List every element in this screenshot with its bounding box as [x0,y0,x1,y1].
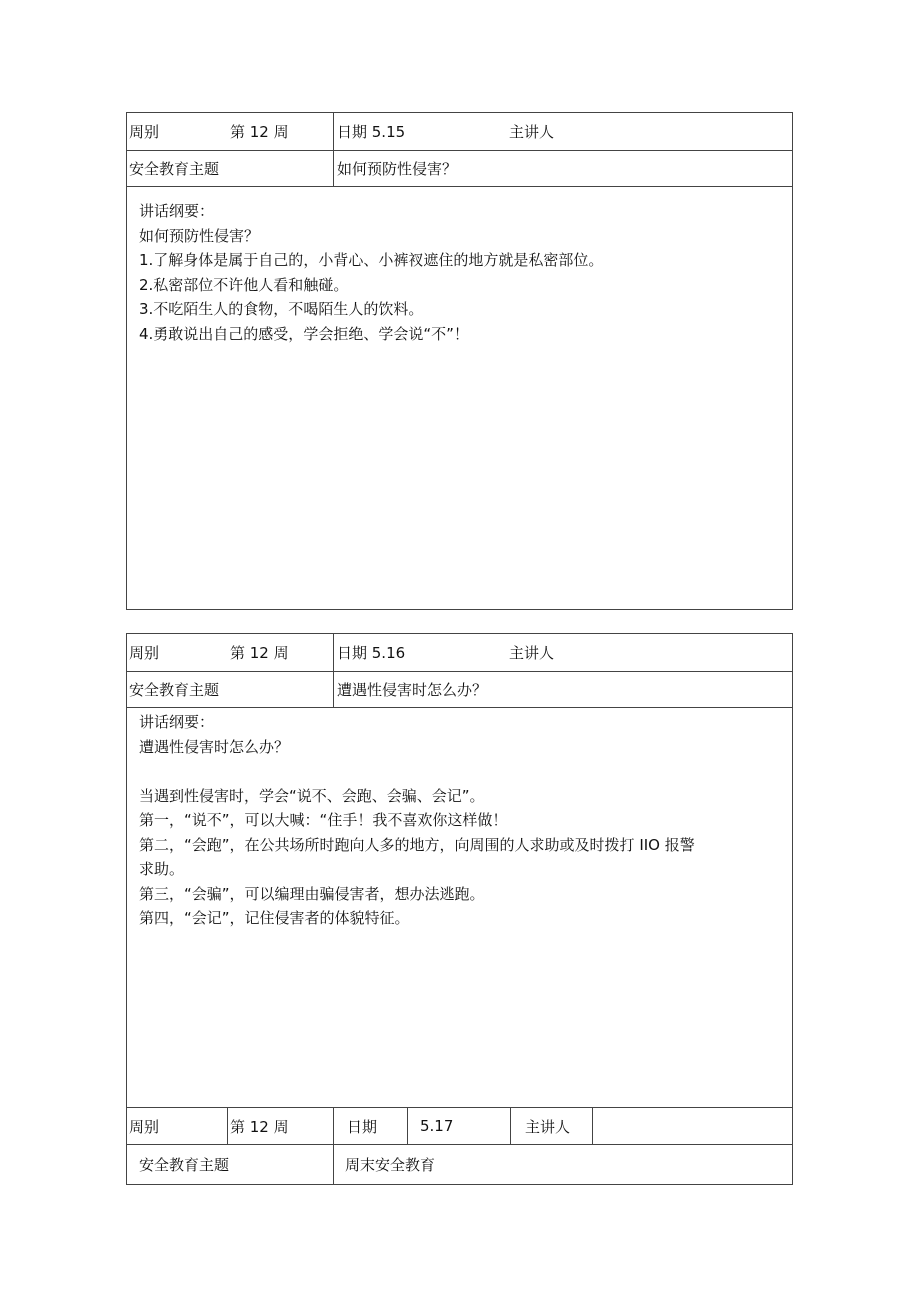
divider [407,1108,408,1144]
outline-line: 第四，“会记”，记住侵害者的体貌特征。 [139,909,410,927]
outline-cell [127,187,792,346]
topic-label: 安全教育主题 [129,681,220,699]
divider [333,634,334,671]
speaker-label: 主讲人 [509,644,555,662]
week-label: 周别 [129,1117,160,1136]
date-label: 日期 5.15 [337,123,406,141]
date-label: 日期 [347,1117,378,1136]
outline-line: 2.私密部位不许他人看和触碰。 [139,275,349,294]
date-label: 日期 5.16 [337,644,406,662]
outline-line: 第一，“说不”，可以大喊：“住手！我不喜欢你这样做！ [139,811,508,829]
outline-line: 1.了解身体是属于自己的，小背心、小裤衩遮住的地方就是私密部位。 [139,251,604,269]
divider [510,1108,511,1144]
topic-row [127,672,792,708]
outline-line: 4.勇敢说出自己的感受，学会拒绝、学会说“不”！ [139,324,469,343]
outline-line: 3.不吃陌生人的食物，不喝陌生人的饮料。 [139,300,424,318]
speaker-label: 主讲人 [525,1117,571,1136]
header-row [127,634,792,672]
outline-line: 讲话纲要： [139,713,215,731]
outline-line: 当遇到性侵害时，学会“说不、会跑、会骗、会记”。 [139,786,485,805]
topic-value: 遭遇性侵害时怎么办？ [337,681,488,699]
week-label: 周别 [129,123,160,141]
outline-cell [127,708,792,1108]
week-value: 第 12 周 [230,123,289,141]
topic-row [127,151,792,187]
lesson-table-1 [126,112,793,610]
outline-line: 求助。 [139,860,185,878]
lesson-table-2 [126,633,793,1185]
outline-line [139,759,792,784]
topic-value: 周末安全教育 [345,1156,436,1174]
outline-line: 讲话纲要： [139,202,215,220]
divider [333,151,334,186]
divider [333,113,334,150]
divider [333,672,334,707]
week-value: 第 12 周 [230,1117,289,1136]
header-row [127,113,792,151]
week-value: 第 12 周 [230,644,289,662]
outline-line: 如何预防性侵害？ [139,226,260,245]
speaker-label: 主讲人 [509,123,555,141]
divider [227,1108,228,1144]
header-row-3 [127,1108,792,1145]
divider [592,1108,593,1144]
divider [333,1145,334,1184]
divider [333,1108,334,1144]
week-label: 周别 [129,644,160,662]
date-value: 5.17 [420,1117,454,1135]
topic-row-3 [127,1145,792,1184]
topic-label: 安全教育主题 [129,160,220,178]
topic-label: 安全教育主题 [139,1156,230,1174]
outline-line: 第二，“会跑”，在公共场所时跑向人多的地方，向周围的人求助或及时拨打 IIO 报警 [139,835,695,854]
outline-line: 第三，“会骗”，可以编理由骗侵害者，想办法逃跑。 [139,884,485,903]
outline-line: 遭遇性侵害时怎么办？ [139,737,290,756]
topic-value: 如何预防性侵害？ [337,160,458,178]
